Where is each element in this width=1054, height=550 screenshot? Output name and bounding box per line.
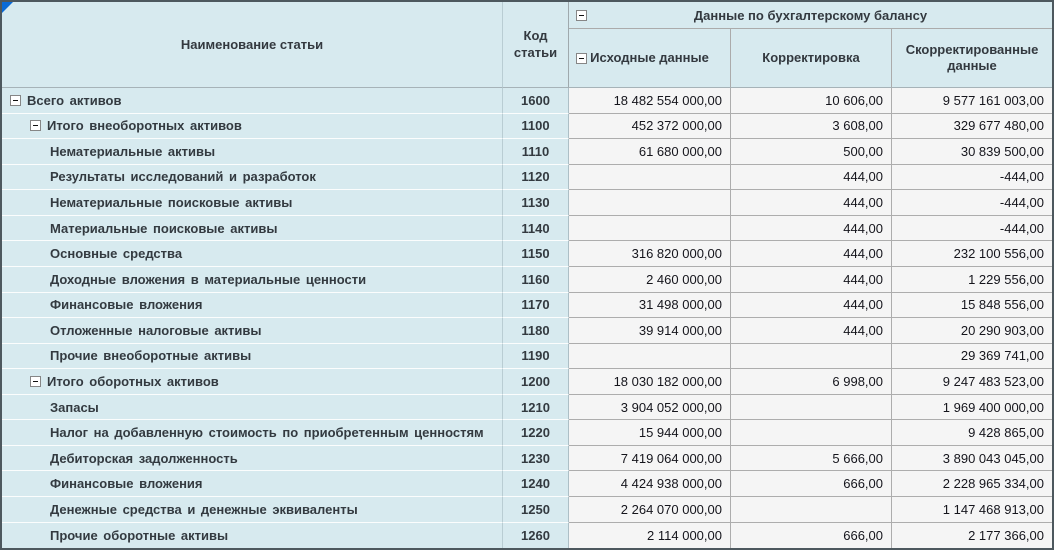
column-header-code-label: Код статьи <box>513 28 558 60</box>
cell-correction[interactable]: 666,00 <box>731 523 892 549</box>
column-header-initial <box>569 29 731 88</box>
row-code-label: 1180 <box>521 322 550 338</box>
row-code-label: 1200 <box>521 373 550 389</box>
cell-corrected[interactable]: 29 369 741,00 <box>892 344 1052 370</box>
cell-initial[interactable] <box>569 216 731 242</box>
row-name-cell[interactable] <box>2 114 503 140</box>
row-name-cell[interactable] <box>2 190 503 216</box>
row-code-cell[interactable] <box>503 267 569 293</box>
row-code-label: 1230 <box>521 450 550 466</box>
cell-corrected[interactable]: 9 428 865,00 <box>892 420 1052 446</box>
table-row <box>2 190 1052 216</box>
cell-correction[interactable]: 500,00 <box>731 139 892 165</box>
row-code-label: 1130 <box>521 195 550 211</box>
cell-initial[interactable]: 7 419 064 000,00 <box>569 446 731 472</box>
cell-initial[interactable] <box>569 190 731 216</box>
cell-corrected[interactable]: 3 890 043 045,00 <box>892 446 1052 472</box>
row-name-cell[interactable] <box>2 318 503 344</box>
column-header-correction <box>731 29 892 88</box>
column-header-initial-label: Исходные данные <box>590 49 709 65</box>
row-code-label: 1150 <box>521 246 550 262</box>
cell-initial[interactable]: 2 114 000,00 <box>569 523 731 549</box>
row-name-label: Доходные вложения в материальные ценности <box>50 271 367 287</box>
row-name-label: Прочие внеоборотные активы <box>50 348 252 364</box>
row-code-cell[interactable] <box>503 344 569 370</box>
group-header-label: Данные по бухгалтерскому балансу <box>693 7 928 23</box>
row-name-label: Материальные поисковые активы <box>50 220 278 236</box>
sub-header-row <box>569 29 1052 88</box>
cell-initial[interactable]: 4 424 938 000,00 <box>569 471 731 497</box>
table-row <box>2 523 1052 549</box>
cell-correction[interactable] <box>731 420 892 446</box>
cell-correction[interactable]: 444,00 <box>731 190 892 216</box>
row-code-cell[interactable] <box>503 497 569 523</box>
row-name-label: Отложенные налоговые активы <box>50 322 262 338</box>
row-code-cell[interactable] <box>503 446 569 472</box>
initial-collapse-icon[interactable] <box>576 53 587 64</box>
cell-corrected[interactable]: 2 177 366,00 <box>892 523 1052 549</box>
cell-corrected[interactable]: 1 147 468 913,00 <box>892 497 1052 523</box>
collapse-icon[interactable] <box>10 95 21 106</box>
row-code-label: 1190 <box>521 348 550 364</box>
row-name-label: Денежные средства и денежные эквиваленты <box>50 501 358 517</box>
cell-corrected[interactable]: 15 848 556,00 <box>892 293 1052 319</box>
cell-correction[interactable]: 444,00 <box>731 241 892 267</box>
table-row <box>2 395 1052 421</box>
row-name-cell[interactable] <box>2 446 503 472</box>
cell-correction[interactable]: 444,00 <box>731 165 892 191</box>
row-code-cell[interactable] <box>503 114 569 140</box>
row-name-cell[interactable] <box>2 369 503 395</box>
cell-correction[interactable]: 444,00 <box>731 267 892 293</box>
row-name-cell[interactable] <box>2 216 503 242</box>
collapse-icon[interactable] <box>30 376 41 387</box>
row-code-label: 1220 <box>521 425 550 441</box>
row-name-cell[interactable] <box>2 267 503 293</box>
cell-correction[interactable] <box>731 497 892 523</box>
cell-correction[interactable]: 666,00 <box>731 471 892 497</box>
cell-corrected[interactable]: -444,00 <box>892 165 1052 191</box>
row-code-cell[interactable] <box>503 88 569 114</box>
cell-correction[interactable]: 5 666,00 <box>731 446 892 472</box>
grid-header <box>2 2 1052 88</box>
table-row <box>2 267 1052 293</box>
row-name-label: Нематериальные поисковые активы <box>50 195 293 211</box>
row-code-cell[interactable] <box>503 139 569 165</box>
row-name-label: Финансовые вложения <box>50 297 203 313</box>
table-body <box>2 88 1052 548</box>
cell-correction[interactable] <box>731 395 892 421</box>
cell-initial[interactable]: 2 264 070 000,00 <box>569 497 731 523</box>
table-row <box>2 88 1052 114</box>
row-name-label: Прочие оборотные активы <box>50 527 229 543</box>
row-name-label: Запасы <box>50 399 99 415</box>
row-name-cell[interactable] <box>2 139 503 165</box>
column-header-name-label: Наименование статьи <box>180 37 324 52</box>
row-code-label: 1240 <box>521 476 550 492</box>
row-code-label: 1210 <box>521 399 550 415</box>
table-row <box>2 114 1052 140</box>
cell-corrected[interactable]: -444,00 <box>892 216 1052 242</box>
cell-initial[interactable] <box>569 344 731 370</box>
cell-corrected[interactable]: 1 969 400 000,00 <box>892 395 1052 421</box>
cell-correction[interactable]: 3 608,00 <box>731 114 892 140</box>
cell-initial[interactable]: 18 482 554 000,00 <box>569 88 731 114</box>
row-code-label: 1110 <box>521 143 550 159</box>
row-name-label: Основные средства <box>50 246 183 262</box>
cell-correction[interactable] <box>731 344 892 370</box>
corner-marker <box>2 2 13 13</box>
column-header-name <box>2 2 503 88</box>
cell-corrected[interactable]: 232 100 556,00 <box>892 241 1052 267</box>
table-row <box>2 344 1052 370</box>
row-code-label: 1140 <box>521 220 550 236</box>
cell-initial[interactable]: 452 372 000,00 <box>569 114 731 140</box>
cell-initial[interactable]: 39 914 000,00 <box>569 318 731 344</box>
row-name-label: Итого внеоборотных активов <box>47 118 242 134</box>
cell-initial[interactable]: 3 904 052 000,00 <box>569 395 731 421</box>
group-collapse-icon[interactable] <box>576 10 587 21</box>
table-row <box>2 241 1052 267</box>
table-row <box>2 139 1052 165</box>
cell-corrected[interactable]: 20 290 903,00 <box>892 318 1052 344</box>
row-name-cell[interactable] <box>2 471 503 497</box>
cell-initial[interactable] <box>569 165 731 191</box>
cell-corrected[interactable]: 2 228 965 334,00 <box>892 471 1052 497</box>
cell-correction[interactable]: 444,00 <box>731 293 892 319</box>
row-name-label: Финансовые вложения <box>50 476 203 492</box>
table-row <box>2 446 1052 472</box>
row-name-cell[interactable] <box>2 420 503 446</box>
cell-corrected[interactable]: 329 677 480,00 <box>892 114 1052 140</box>
row-code-cell[interactable] <box>503 369 569 395</box>
row-name-cell[interactable] <box>2 497 503 523</box>
cell-initial[interactable]: 31 498 000,00 <box>569 293 731 319</box>
cell-correction[interactable]: 10 606,00 <box>731 88 892 114</box>
column-header-correction-label: Корректировка <box>762 49 860 65</box>
row-name-label: Всего активов <box>27 92 122 108</box>
column-header-corrected <box>892 29 1052 88</box>
table-row <box>2 369 1052 395</box>
row-code-cell[interactable] <box>503 420 569 446</box>
cell-corrected[interactable]: 30 839 500,00 <box>892 139 1052 165</box>
row-code-cell[interactable] <box>503 216 569 242</box>
cell-initial[interactable]: 18 030 182 000,00 <box>569 369 731 395</box>
row-code-cell[interactable] <box>503 165 569 191</box>
row-name-cell[interactable] <box>2 344 503 370</box>
cell-corrected[interactable]: -444,00 <box>892 190 1052 216</box>
row-name-label: Результаты исследований и разработок <box>50 169 316 185</box>
row-code-label: 1120 <box>521 169 550 185</box>
table-row <box>2 318 1052 344</box>
row-name-cell[interactable] <box>2 241 503 267</box>
row-name-cell[interactable] <box>2 88 503 114</box>
group-header <box>569 2 1052 29</box>
row-code-cell[interactable] <box>503 395 569 421</box>
row-code-cell[interactable] <box>503 318 569 344</box>
row-name-cell[interactable] <box>2 165 503 191</box>
collapse-icon[interactable] <box>30 120 41 131</box>
table-row <box>2 293 1052 319</box>
row-code-cell[interactable] <box>503 241 569 267</box>
row-code-label: 1170 <box>521 297 550 313</box>
row-name-label: Налог на добавленную стоимость по приобретенным ценностям <box>50 425 484 441</box>
row-name-label: Дебиторская задолженность <box>50 450 238 466</box>
cell-corrected[interactable]: 1 229 556,00 <box>892 267 1052 293</box>
cell-initial[interactable]: 316 820 000,00 <box>569 241 731 267</box>
table-row <box>2 165 1052 191</box>
row-code-cell[interactable] <box>503 523 569 549</box>
row-code-label: 1260 <box>521 527 550 543</box>
row-name-cell[interactable] <box>2 293 503 319</box>
row-code-label: 1160 <box>521 271 550 287</box>
row-name-label: Итого оборотных активов <box>47 373 219 389</box>
cell-correction[interactable]: 444,00 <box>731 318 892 344</box>
column-header-corrected-label: Скорректированные данные <box>905 41 1039 73</box>
table-row <box>2 471 1052 497</box>
cell-initial[interactable]: 61 680 000,00 <box>569 139 731 165</box>
cell-corrected[interactable]: 9 577 161 003,00 <box>892 88 1052 114</box>
row-code-label: 1600 <box>521 92 550 108</box>
table-row <box>2 420 1052 446</box>
table-row <box>2 216 1052 242</box>
row-code-cell[interactable] <box>503 190 569 216</box>
cell-corrected[interactable]: 9 247 483 523,00 <box>892 369 1052 395</box>
cell-correction[interactable]: 444,00 <box>731 216 892 242</box>
row-code-cell[interactable] <box>503 471 569 497</box>
cell-initial[interactable]: 15 944 000,00 <box>569 420 731 446</box>
row-code-label: 1250 <box>521 501 550 517</box>
row-name-label: Нематериальные активы <box>50 143 216 159</box>
row-name-cell[interactable] <box>2 523 503 549</box>
cell-correction[interactable]: 6 998,00 <box>731 369 892 395</box>
data-header-group <box>569 2 1052 88</box>
row-name-cell[interactable] <box>2 395 503 421</box>
row-code-label: 1100 <box>521 118 550 134</box>
cell-initial[interactable]: 2 460 000,00 <box>569 267 731 293</box>
column-header-code <box>503 2 569 88</box>
table-row <box>2 497 1052 523</box>
row-code-cell[interactable] <box>503 293 569 319</box>
